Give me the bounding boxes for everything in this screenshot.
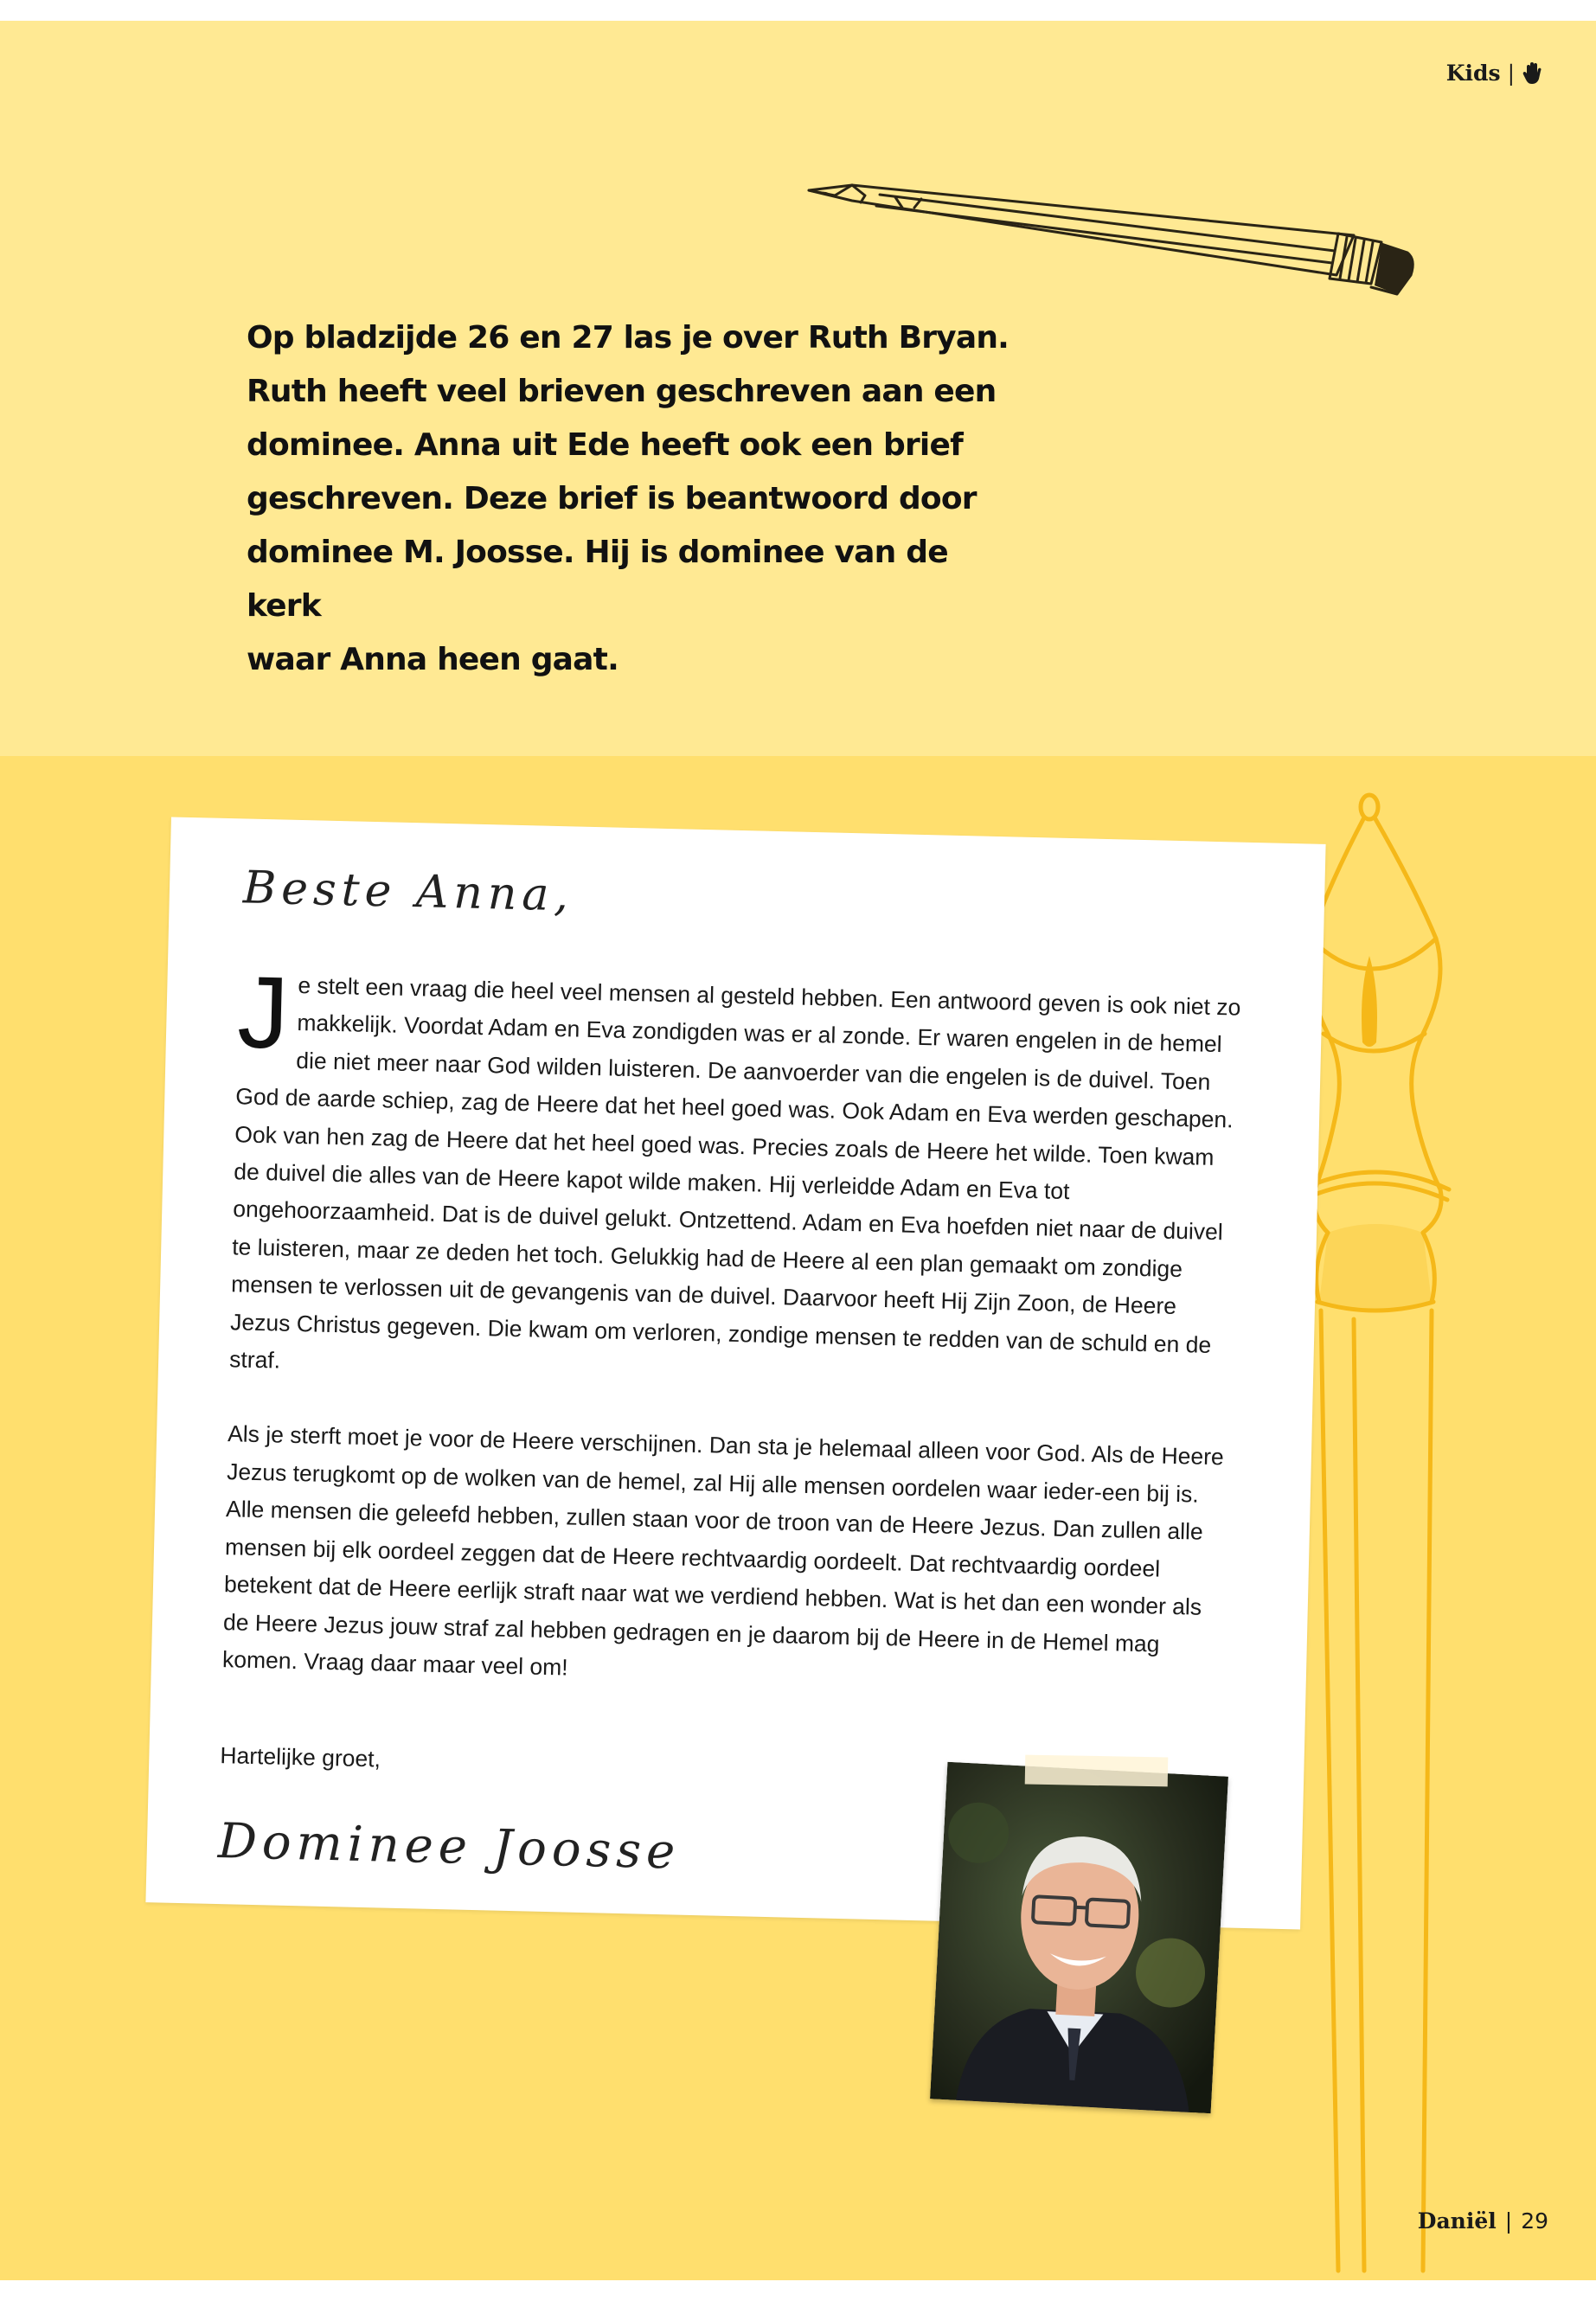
intro-line: dominee. Anna uit Ede heeft ook een brief — [247, 427, 963, 463]
letter-salutation: Beste Anna, — [242, 862, 574, 922]
magazine-name: Daniël — [1417, 2208, 1497, 2234]
pencil-illustration — [800, 173, 1423, 329]
letter-signature: Dominee Joosse — [217, 1813, 681, 1881]
letter-paragraph-1 — [228, 955, 1247, 1402]
page-footer — [1418, 2208, 1548, 2234]
letter-closing: Hartelijke groet, — [220, 1742, 381, 1772]
drop-cap: J — [236, 955, 291, 1071]
fountain-pen-illustration — [1293, 783, 1535, 2279]
section-label: Kids — [1445, 61, 1501, 86]
intro-line: Ruth heeft veel brieven geschreven aan een — [247, 374, 997, 409]
intro-line: geschreven. Deze brief is beantwoord door — [247, 481, 977, 516]
intro-line: dominee M. Joosse. Hij is dominee van de kerk — [247, 535, 948, 624]
letter-paragraph-2: Als je sterft moet je voor de Heere verschijnen. Dan sta je helemaal alleen voor God. Als de Heere Jezus terugkomt op de wolken van de hemel, zal Hij alle mensen oordelen waar ieder-een bij is. Alle mensen die geleefd hebben, zullen staan voor de troon van de Heere Jezus. Dan zullen alle mensen bij elk oordeel zeggen dat de Heere rechtvaardig oordeelt. Dat rechtvaardig oordeel betekent dat de Heere eerlijk straft naar wat we verdiend hebben. Wat is het dan een wonder als de Heere Jezus jouw straf zal hebben gedragen en je daarom bij de Heere in de Hemel mag komen. Vraag daar maar veel om! — [221, 1420, 1225, 1681]
portrait-photo — [930, 1762, 1228, 2113]
page-number: 29 — [1521, 2208, 1548, 2234]
hand-icon — [1522, 61, 1544, 86]
intro-line: Op bladzijde 26 en 27 las je over Ruth Bryan. — [247, 320, 1010, 356]
footer-separator: | — [1504, 2208, 1513, 2234]
letter-body — [221, 955, 1247, 1702]
section-separator: | — [1507, 61, 1515, 86]
intro-text — [247, 311, 1025, 687]
paragraph-1-text: e stelt een vraag die heel veel mensen al gesteld hebben. Een antwoord geven is ook niet zo makkelijk. Voordat Adam en Eva zondigden was er al zonde. Er waren engelen in de hemel die niet meer naar God wilden luisteren. De aanvoerder van die engelen is de duivel. Toen God de aarde schiep, zag de Heere dat het heel goed was. Ook Adam en Eva werden geschapen. Ook van hen zag de Heere dat het heel goed was. Precies zoals de Heere het wilde. Toen kwam de duivel die alles van de Heere kapot wilde maken. Hij verleidde Adam en Eva tot ongehoorzaamheid. Dat is de duivel gelukt. Ontzettend. Adam en Eva hoefden niet naar de duivel te luisteren, maar ze deden het toch. Gelukkig had de Heere al een plan gemaakt om zondige mensen te verlossen uit de gevangenis van de duivel. Daarvoor heeft Hij Zijn Zoon, de Heere Jezus Christus gegeven. Die kwam om verloren, zondige mensen te redden van de schuld en de straf. — [228, 971, 1241, 1374]
photo-tape — [1025, 1755, 1169, 1787]
intro-line: waar Anna heen gaat. — [247, 642, 619, 677]
section-header — [1446, 61, 1544, 86]
